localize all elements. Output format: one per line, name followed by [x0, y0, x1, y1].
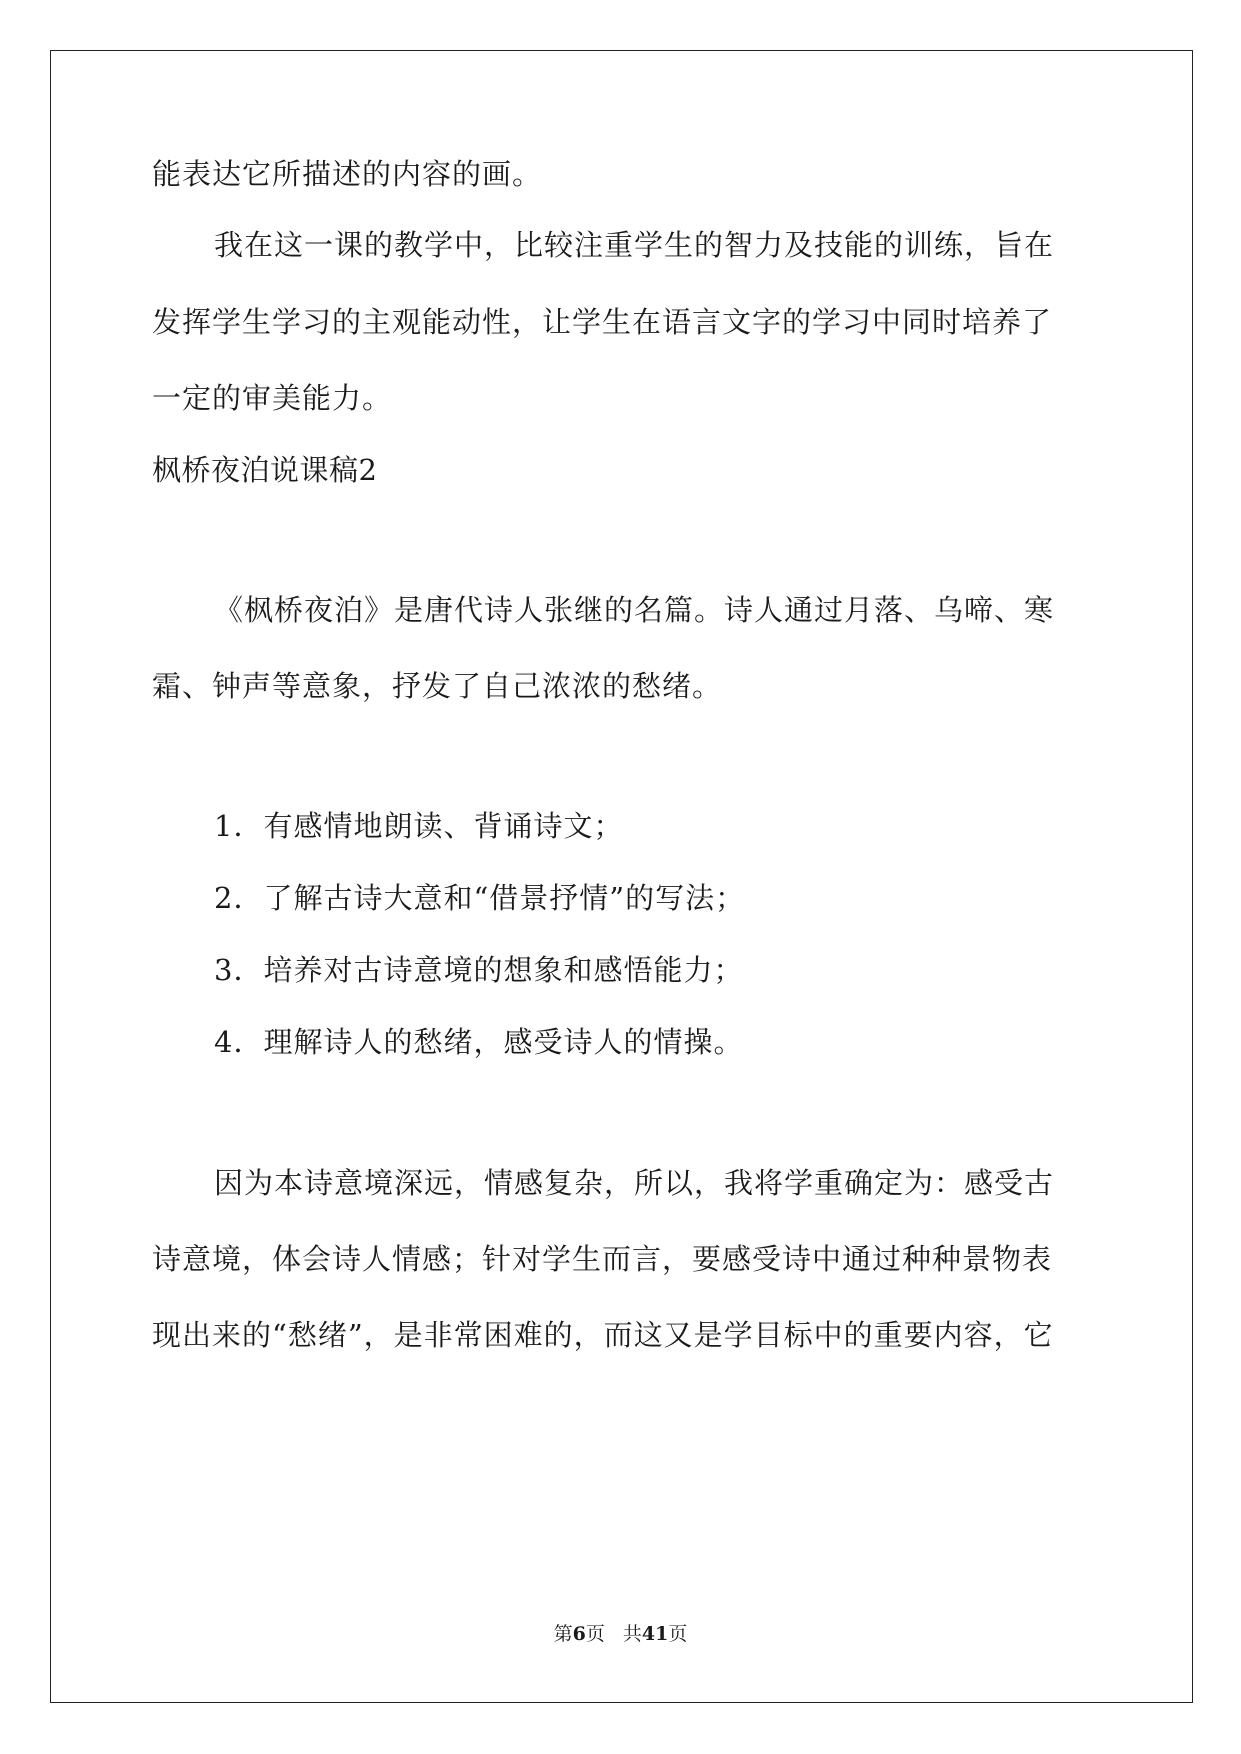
paragraph-line: 《枫桥夜泊》是唐代诗人张继的名篇。诗人通过月落、乌啼、寒: [214, 593, 1055, 627]
paragraph-line: 能表达它所描述的内容的画。: [152, 157, 543, 191]
page-number: 6: [572, 1623, 586, 1645]
footer-total-suffix: 页: [668, 1623, 688, 1645]
paragraph-line: 霜、钟声等意象，抒发了自己浓浓的愁绪。: [152, 669, 723, 703]
list-item: 1．有感情地朗读、背诵诗文；: [214, 809, 624, 843]
paragraph-line: 因为本诗意境深远，情感复杂，所以，我将学重确定为：感受古: [214, 1166, 1055, 1200]
paragraph-line: 我在这一课的教学中，比较注重学生的智力及技能的训练，旨在: [214, 228, 1055, 262]
section-title: 枫桥夜泊说课稿2: [152, 453, 378, 487]
list-item: 2．了解古诗大意和“借景抒情”的写法；: [214, 881, 746, 915]
footer-prefix: 第: [553, 1623, 573, 1645]
footer-page-suffix: 页: [585, 1623, 605, 1645]
list-item: 3．培养对古诗意境的想象和感悟能力；: [214, 953, 744, 987]
paragraph-line: 诗意境，体会诗人情感；针对学生而言，要感受诗中通过种种景物表: [152, 1242, 1053, 1276]
footer-total-prefix: 共: [622, 1623, 642, 1645]
paragraph-line: 发挥学生学习的主观能动性，让学生在语言文字的学习中同时培养了: [152, 305, 1053, 339]
total-pages: 41: [641, 1623, 669, 1645]
list-item: 4．理解诗人的愁绪，感受诗人的情操。: [214, 1025, 744, 1059]
page-border: [50, 50, 1193, 1703]
page-footer: [0, 1622, 1241, 1646]
paragraph-line: 现出来的“愁绪”，是非常困难的，而这又是学目标中的重要内容，它: [152, 1318, 1054, 1352]
paragraph-line: 一定的审美能力。: [152, 381, 393, 415]
